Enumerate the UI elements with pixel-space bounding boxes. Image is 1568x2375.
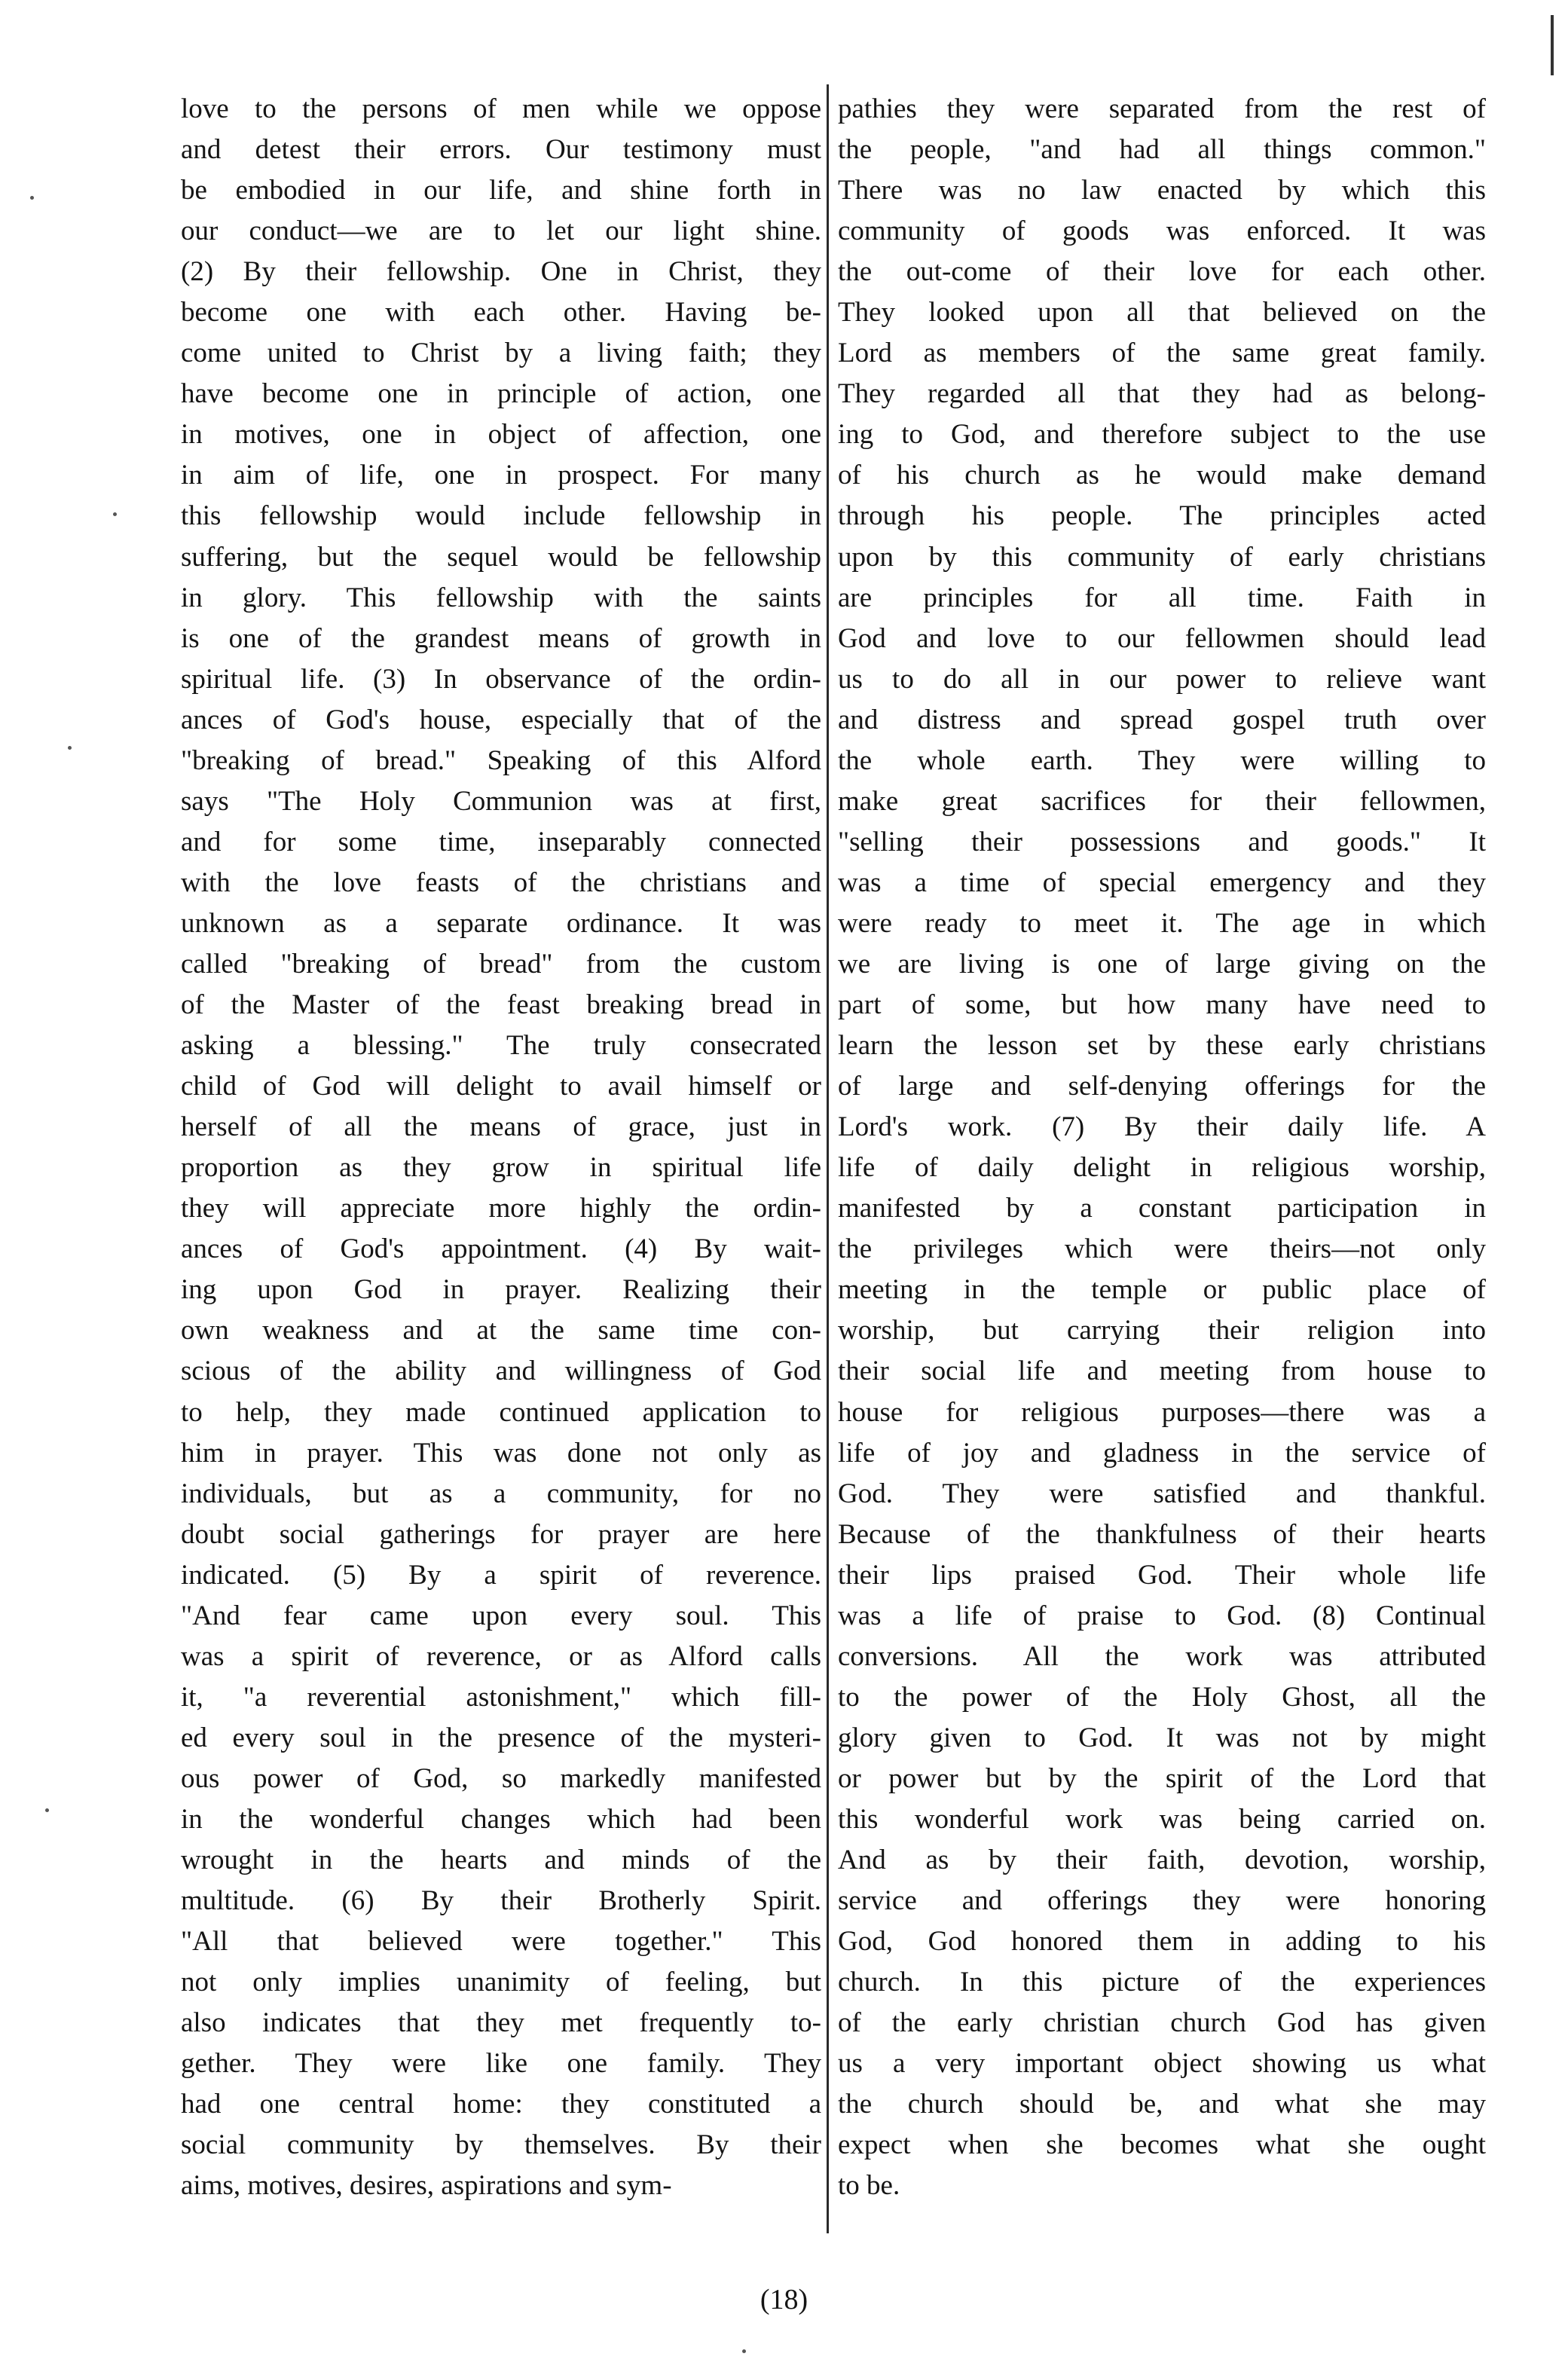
left-column-line: also indicates that they met frequently to- — [181, 2007, 821, 2039]
left-column-line: suffering, but the sequel would be fellowship — [181, 541, 821, 573]
left-column-line: love to the persons of men while we oppose — [181, 93, 821, 124]
left-column-line: "And fear came upon every soul. This — [181, 1600, 821, 1631]
right-column-line: to the power of the Holy Ghost, all the — [838, 1681, 1486, 1713]
right-column-line: ing to God, and therefore subject to the use — [838, 419, 1486, 451]
right-column-line: life of joy and gladness in the service of — [838, 1437, 1486, 1469]
right-column-line: They looked upon all that believed on the — [838, 297, 1486, 329]
right-column-line: through his people. The principles acted — [838, 500, 1486, 532]
left-column-line: was a spirit of reverence, or as Alford calls — [181, 1640, 821, 1672]
left-column-line: aims, motives, desires, aspirations and sym- — [181, 2170, 672, 2202]
right-column-line: conversions. All the work was attributed — [838, 1640, 1486, 1672]
right-column-line: learn the lesson set by these early christians — [838, 1030, 1486, 1062]
left-column-line: in motives, one in object of affection, one — [181, 419, 821, 451]
right-column-line: the people, "and had all things common." — [838, 134, 1486, 166]
left-column-line: had one central home: they constituted a — [181, 2089, 821, 2120]
right-column-line: or power but by the spirit of the Lord that — [838, 1762, 1486, 1794]
margin-speck — [68, 746, 72, 750]
right-column-line: "selling their possessions and goods." It — [838, 826, 1486, 857]
left-column — [181, 89, 821, 2206]
left-column-line: unknown as a separate ordinance. It was — [181, 907, 821, 939]
right-column-line: manifested by a constant participation in — [838, 1193, 1486, 1224]
right-column-line: their lips praised God. Their whole life — [838, 1559, 1486, 1591]
margin-speck — [113, 512, 117, 516]
left-column-line: in the wonderful changes which had been — [181, 1803, 821, 1835]
right-column-line: of the early christian church God has given — [838, 2007, 1486, 2039]
left-column-line: own weakness and at the same time con- — [181, 1315, 821, 1346]
left-column-line: become one with each other. Having be- — [181, 297, 821, 329]
left-column-line: "breaking of bread." Speaking of this Alford — [181, 744, 821, 776]
edge-rule — [1551, 15, 1554, 75]
left-column-line: is one of the grandest means of growth in — [181, 622, 821, 654]
right-column-line: expect when she becomes what she ought — [838, 2129, 1486, 2161]
right-column-line: their social life and meeting from house to — [838, 1356, 1486, 1387]
right-column-line: God. They were satisfied and thankful. — [838, 1478, 1486, 1509]
right-column-line: us to do all in our power to relieve want — [838, 663, 1486, 695]
left-column-line: him in prayer. This was done not only as — [181, 1437, 821, 1469]
right-column-line: to be. — [838, 2170, 900, 2202]
right-column-line: upon by this community of early christians — [838, 541, 1486, 573]
left-column-line: ed every soul in the presence of the mysteri- — [181, 1722, 821, 1753]
left-column-line: ances of God's house, especially that of the — [181, 704, 821, 735]
right-column-line: glory given to God. It was not by might — [838, 1722, 1486, 1753]
right-column-line: the out-come of their love for each other. — [838, 256, 1486, 288]
left-column-line: proportion as they grow in spiritual life — [181, 1152, 821, 1184]
right-column-line: worship, but carrying their religion into — [838, 1315, 1486, 1346]
right-column-line: of his church as he would make demand — [838, 460, 1486, 491]
right-column-line: community of goods was enforced. It was — [838, 215, 1486, 247]
left-column-line: (2) By their fellowship. One in Christ, they — [181, 256, 821, 288]
right-column-line: the whole earth. They were willing to — [838, 744, 1486, 776]
right-column-line: pathies they were separated from the rest of — [838, 93, 1486, 124]
right-column-line: was a time of special emergency and they — [838, 867, 1486, 898]
left-column-line: they will appreciate more highly the ordin- — [181, 1193, 821, 1224]
left-column-line: social community by themselves. By their — [181, 2129, 821, 2161]
right-column-line: make great sacrifices for their fellowmen, — [838, 785, 1486, 817]
right-column-line: we are living is one of large giving on the — [838, 948, 1486, 980]
right-column-line: the church should be, and what she may — [838, 2089, 1486, 2120]
left-column-line: this fellowship would include fellowship in — [181, 500, 821, 532]
left-column-line: be embodied in our life, and shine forth in — [181, 175, 821, 206]
column-divider — [827, 84, 829, 2233]
margin-speck — [742, 2349, 746, 2353]
left-column-line: ing upon God in prayer. Realizing their — [181, 1274, 821, 1306]
right-column — [838, 89, 1486, 2206]
right-column-line: Because of the thankfulness of their hearts — [838, 1518, 1486, 1550]
right-column-line: are principles for all time. Faith in — [838, 582, 1486, 613]
right-column-line: God and love to our fellowmen should lead — [838, 622, 1486, 654]
left-column-line: gether. They were like one family. They — [181, 2048, 821, 2080]
left-column-line: in aim of life, one in prospect. For many — [181, 460, 821, 491]
left-column-line: "All that believed were together." This — [181, 1926, 821, 1958]
right-column-line: of large and self-denying offerings for the — [838, 1071, 1486, 1102]
left-column-line: wrought in the hearts and minds of the — [181, 1845, 821, 1876]
left-column-line: it, "a reverential astonishment," which fill- — [181, 1681, 821, 1713]
right-column-line: life of daily delight in religious worship, — [838, 1152, 1486, 1184]
left-column-line: and detest their errors. Our testimony must — [181, 134, 821, 166]
right-column-line: were ready to meet it. The age in which — [838, 907, 1486, 939]
right-column-line: There was no law enacted by which this — [838, 175, 1486, 206]
left-column-line: to help, they made continued application to — [181, 1396, 821, 1428]
left-column-line: called "breaking of bread" from the custom — [181, 948, 821, 980]
left-column-line: of the Master of the feast breaking bread in — [181, 989, 821, 1021]
right-column-line: part of some, but how many have need to — [838, 989, 1486, 1021]
left-column-line: indicated. (5) By a spirit of reverence. — [181, 1559, 821, 1591]
right-column-line: They regarded all that they had as belong- — [838, 378, 1486, 410]
left-column-line: child of God will delight to avail himself or — [181, 1071, 821, 1102]
right-column-line: God, God honored them in adding to his — [838, 1926, 1486, 1958]
left-column-line: and for some time, inseparably connected — [181, 826, 821, 857]
left-column-line: multitude. (6) By their Brotherly Spirit. — [181, 1885, 821, 1917]
margin-speck — [45, 1808, 49, 1812]
right-column-line: the privileges which were theirs—not only — [838, 1233, 1486, 1265]
right-column-line: service and offerings they were honoring — [838, 1885, 1486, 1917]
right-column-line: church. In this picture of the experiences — [838, 1967, 1486, 1998]
right-column-line: house for religious purposes—there was a — [838, 1396, 1486, 1428]
right-column-line: us a very important object showing us what — [838, 2048, 1486, 2080]
left-column-line: spiritual life. (3) In observance of the ordin- — [181, 663, 821, 695]
right-column-line: Lord as members of the same great family. — [838, 338, 1486, 369]
right-column-line: And as by their faith, devotion, worship, — [838, 1845, 1486, 1876]
right-column-line: Lord's work. (7) By their daily life. A — [838, 1111, 1486, 1143]
right-column-line: this wonderful work was being carried on. — [838, 1803, 1486, 1835]
left-column-line: says "The Holy Communion was at first, — [181, 785, 821, 817]
left-column-line: ances of God's appointment. (4) By wait- — [181, 1233, 821, 1265]
left-column-line: our conduct—we are to let our light shine. — [181, 215, 821, 247]
left-column-line: with the love feasts of the christians and — [181, 867, 821, 898]
left-column-line: not only implies unanimity of feeling, but — [181, 1967, 821, 1998]
left-column-line: have become one in principle of action, one — [181, 378, 821, 410]
left-column-line: scious of the ability and willingness of God — [181, 1356, 821, 1387]
left-column-line: asking a blessing." The truly consecrated — [181, 1030, 821, 1062]
left-column-line: herself of all the means of grace, just in — [181, 1111, 821, 1143]
left-column-line: in glory. This fellowship with the saints — [181, 582, 821, 613]
page-number: (18) — [760, 2284, 808, 2315]
left-column-line: individuals, but as a community, for no — [181, 1478, 821, 1509]
left-column-line: doubt social gatherings for prayer are here — [181, 1518, 821, 1550]
right-column-line: was a life of praise to God. (8) Continual — [838, 1600, 1486, 1631]
left-column-line: ous power of God, so markedly manifested — [181, 1762, 821, 1794]
left-column-line: come united to Christ by a living faith; they — [181, 338, 821, 369]
right-column-line: meeting in the temple or public place of — [838, 1274, 1486, 1306]
margin-speck — [30, 196, 34, 200]
right-column-line: and distress and spread gospel truth over — [838, 704, 1486, 735]
